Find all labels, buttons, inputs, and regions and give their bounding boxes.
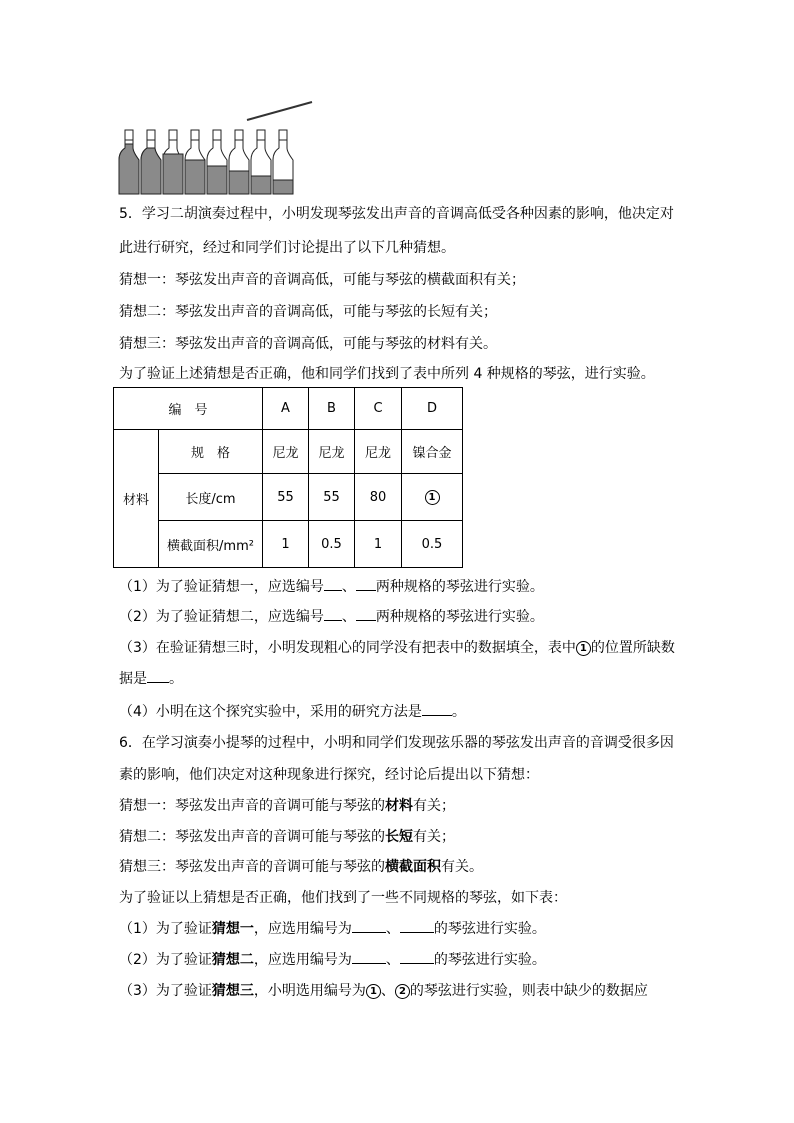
answer-blank[interactable] [400,951,434,964]
circled-number-1: 1 [366,984,381,999]
table-cell: 0.5 [309,521,355,568]
q6-sub2: （2）为了验证猜想二，应选用编号为 、 的琴弦进行实验。 [119,952,546,968]
q6-intro-line2: 素的影响，他们决定对这种现象进行探究，经讨论后提出以下猜想： [119,767,539,783]
q5-verify: 为了验证上述猜想是否正确，他和同学们找到了表中所列 4 种规格的琴弦，进行实验。 [119,366,655,382]
circled-number-1: 1 [576,641,591,656]
answer-blank[interactable] [352,920,386,933]
q5-intro-line2: 此进行研究，经过和同学们讨论提出了以下几种猜想。 [119,240,455,256]
table-header-label: 编 号 [114,388,263,430]
bottle [141,130,161,194]
table-cell: 尼龙 [309,430,355,474]
q6-sub1: （1）为了验证猜想一，应选用编号为 、 的琴弦进行实验。 [119,921,546,937]
q5-guess3: 猜想三：琴弦发出声音的音调高低，可能与琴弦的材料有关。 [119,336,497,352]
q6-intro-line1: 6．在学习演奏小提琴的过程中，小明和同学们发现弦乐器的琴弦发出声音的音调受很多因 [119,735,674,751]
bottles-figure [117,98,317,198]
q6-guess1: 猜想一：琴弦发出声音的音调可能与琴弦的材料有关； [119,798,455,814]
q5-guess2: 猜想二：琴弦发出声音的音调高低，可能与琴弦的长短有关； [119,304,497,320]
answer-blank[interactable] [147,670,169,683]
table-id: D [402,388,463,430]
table-cell: 80 [355,474,402,521]
table-cell: 1 [263,521,309,568]
circled-number-2: 2 [395,984,410,999]
circled-number-1: 1 [425,490,440,505]
answer-blank[interactable] [356,608,376,621]
table-id: A [263,388,309,430]
string-spec-table [113,387,463,568]
answer-blank[interactable] [324,608,342,621]
q5-guess1: 猜想一：琴弦发出声音的音调高低，可能与琴弦的横截面积有关； [119,272,525,288]
table-cell-missing [402,474,463,521]
table-id: B [309,388,355,430]
answer-blank[interactable] [352,951,386,964]
answer-blank[interactable] [356,578,376,591]
answer-blank[interactable] [422,703,452,716]
table-group-label: 材料 [114,430,159,568]
q5-sub2: （2）为了验证猜想二，应选编号 、 两种规格的琴弦进行实验。 [119,609,544,625]
table-row-label: 规 格 [159,430,263,474]
table-cell: 55 [263,474,309,521]
answer-blank[interactable] [324,578,342,591]
q6-sub3: （3）为了验证猜想三，小明选用编号为 1 、 2 的琴弦进行实验，则表中缺少的数据应 [119,983,648,999]
bottle [273,130,293,194]
bottle [163,130,183,194]
q5-sub3-line1: （3）在验证猜想三时，小明发现粗心的同学没有把表中的数据填全，表中 1 的位置所缺数 [119,640,675,656]
q5-sub1: （1）为了验证猜想一，应选编号 、 两种规格的琴弦进行实验。 [119,579,544,595]
bottle [185,130,205,194]
q6-guess2: 猜想二：琴弦发出声音的音调可能与琴弦的长短有关； [119,829,455,845]
q6-guess3: 猜想三：琴弦发出声音的音调可能与琴弦的横截面积有关。 [119,859,483,875]
bottle [251,130,271,194]
bottle [207,130,227,194]
table-cell: 1 [355,521,402,568]
table-cell: 尼龙 [263,430,309,474]
answer-blank[interactable] [400,920,434,933]
table-row-label: 长度/cm [159,474,263,521]
striking-rod [247,102,312,120]
bottle [229,130,249,194]
q5-sub4: （4）小明在这个探究实验中，采用的研究方法是 。 [119,704,466,720]
bottle [119,130,139,194]
q6-verify: 为了验证以上猜想是否正确，他们找到了一些不同规格的琴弦，如下表： [119,890,567,906]
table-cell: 镍合金 [402,430,463,474]
table-cell: 55 [309,474,355,521]
table-id: C [355,388,402,430]
q5-sub3-line2: 据是 。 [119,671,183,687]
q5-intro-line1: 5．学习二胡演奏过程中，小明发现琴弦发出声音的音调高低受各种因素的影响，他决定对 [119,206,674,222]
table-cell: 尼龙 [355,430,402,474]
table-cell: 0.5 [402,521,463,568]
table-row-label: 横截面积/mm² [159,521,263,568]
